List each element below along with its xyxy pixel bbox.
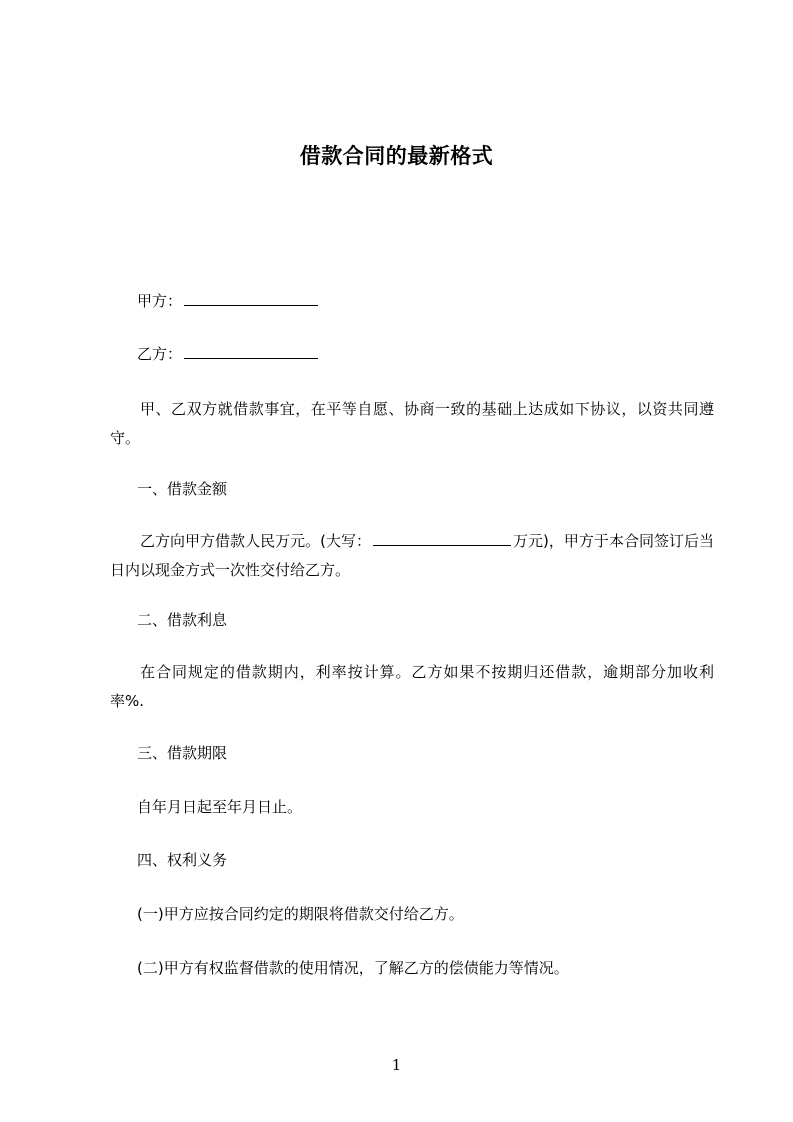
section-4-heading: 四、权利义务 (137, 851, 228, 869)
page-number: 1 (391, 1056, 402, 1074)
document-title: 借款合同的最新格式 (299, 144, 494, 168)
party-a-label: 甲方： (137, 292, 183, 310)
intro-paragraph: 甲、乙双方就借款事宜，在平等自愿、协商一致的基础上达成如下协议，以资共同遵守。 (110, 400, 714, 447)
party-a-blank (184, 291, 318, 306)
section-1-heading: 一、借款金额 (137, 480, 228, 498)
section-1-text-before: 乙方向甲方借款人民万元。(大写： (140, 532, 372, 550)
amount-uppercase-blank (373, 531, 511, 546)
party-b-blank (184, 344, 318, 359)
section-4-item-2: (二)甲方有权监督借款的使用情况，了解乙方的偿债能力等情况。 (137, 959, 569, 977)
section-2-paragraph: 在合同规定的借款期内，利率按计算。乙方如果不按期归还借款，逾期部分加收利率%. (110, 663, 714, 710)
section-1-text-after: 万元)，甲方于本合同签订后当日内以现金方式一次性交付给乙方。 (110, 532, 715, 579)
section-1-paragraph (110, 527, 714, 585)
party-b-label: 乙方： (137, 345, 183, 363)
party-b-line (137, 339, 318, 369)
section-2-heading: 二、借款利息 (137, 611, 228, 629)
section-4-item-1: (一)甲方应按合同约定的期限将借款交付给乙方。 (137, 905, 464, 923)
section-3-paragraph: 自年月日起至年月日止。 (137, 798, 303, 816)
section-3-heading: 三、借款期限 (137, 744, 228, 762)
party-a-line (137, 286, 318, 316)
